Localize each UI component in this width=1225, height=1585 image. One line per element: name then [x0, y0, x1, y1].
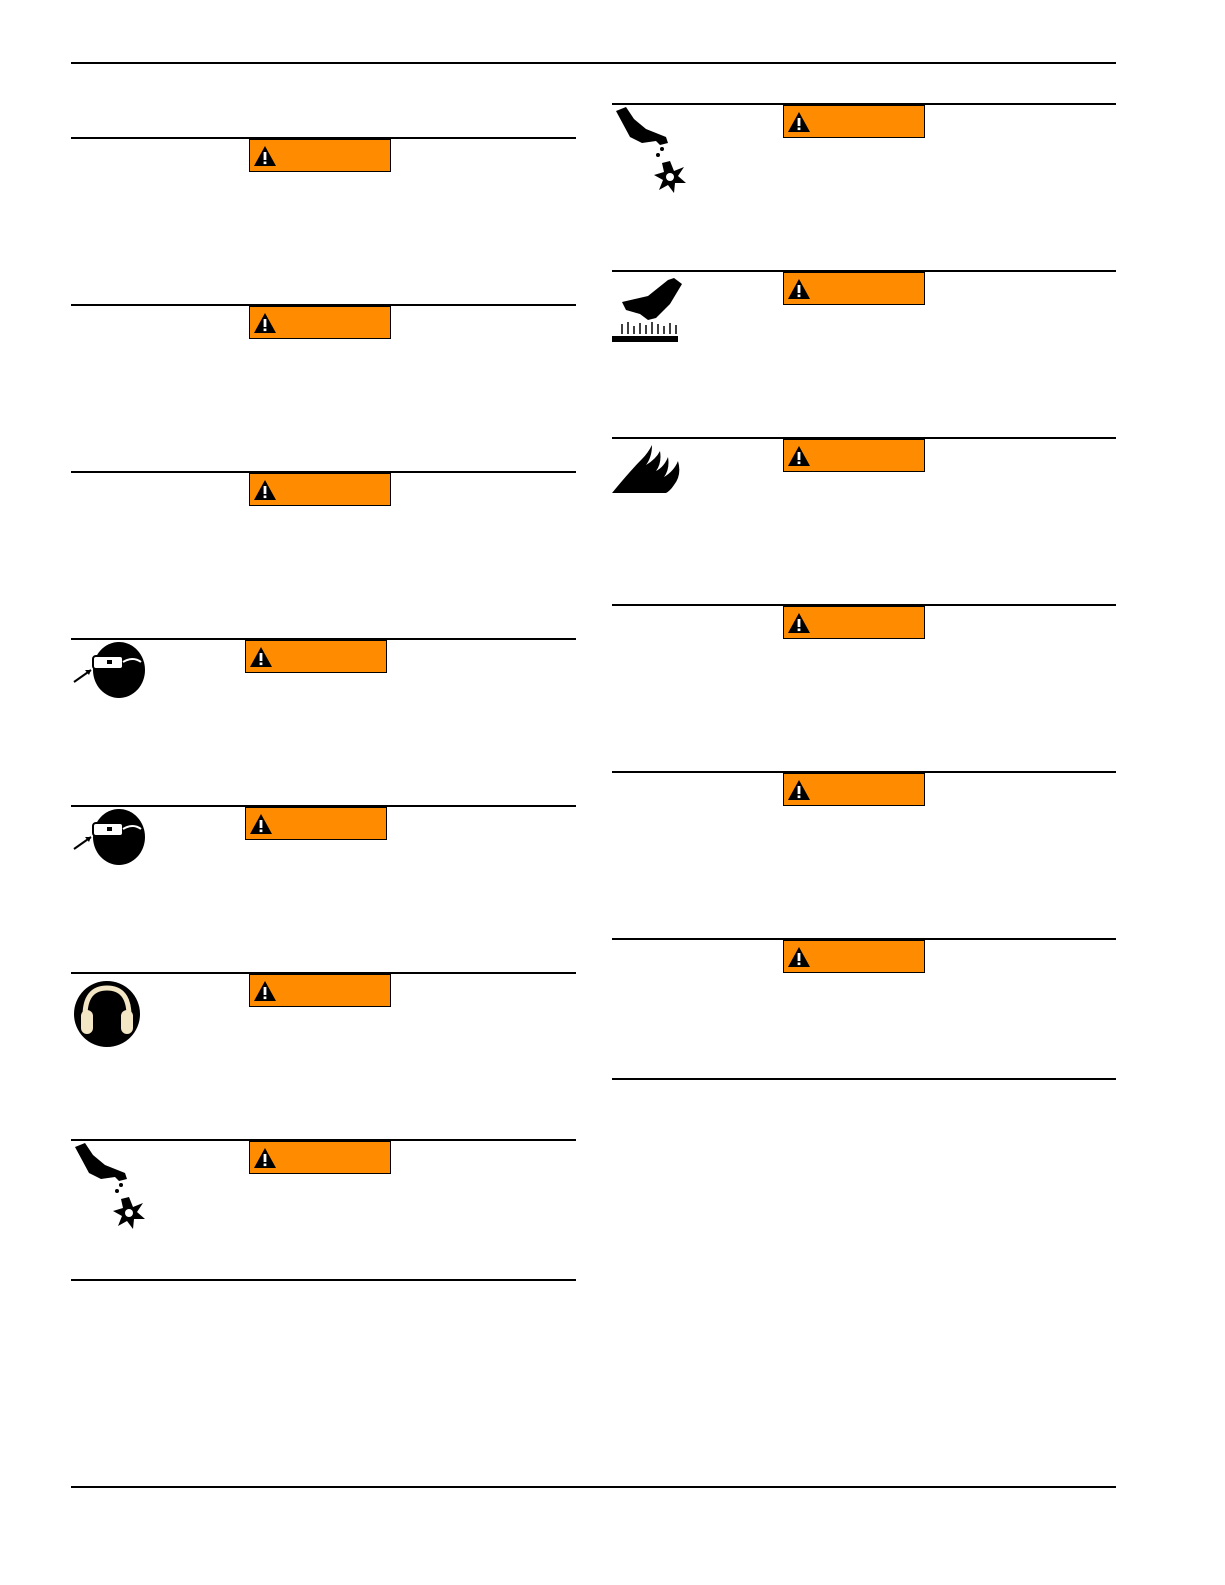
- warning-triangle-icon: [253, 479, 277, 501]
- block-separator: [612, 245, 1116, 270]
- footer-rule: [71, 1486, 1116, 1488]
- warning-triangle-icon: [787, 445, 811, 467]
- warning-signal-panel: [249, 974, 391, 1007]
- block-separator: [612, 412, 1116, 437]
- warning-signal-panel: [783, 272, 925, 305]
- block-separator: [612, 579, 1116, 604]
- block-separator: [71, 780, 576, 805]
- warning-signal-panel: [249, 139, 391, 172]
- hot-surface-icon: [612, 274, 702, 374]
- warning-block: [612, 103, 1116, 245]
- header-rule: [71, 62, 1116, 64]
- block-separator: [71, 446, 576, 471]
- warning-block: [71, 1139, 576, 1281]
- warning-signal-panel: [249, 473, 391, 506]
- warning-block: [71, 304, 576, 446]
- warning-triangle-icon: [253, 145, 277, 167]
- moving-parts-hand-icon: [71, 1143, 161, 1243]
- warning-triangle-icon: [253, 1147, 277, 1169]
- block-separator: [612, 746, 1116, 771]
- warning-signal-panel: [245, 640, 387, 673]
- warning-block: [71, 638, 576, 780]
- warning-signal-panel: [783, 105, 925, 138]
- warning-block: [612, 437, 1116, 579]
- block-separator: [71, 279, 576, 304]
- warning-triangle-icon: [253, 980, 277, 1002]
- warning-signal-panel: [245, 807, 387, 840]
- warning-signal-panel: [249, 306, 391, 339]
- warning-triangle-icon: [787, 779, 811, 801]
- warning-triangle-icon: [787, 612, 811, 634]
- warning-signal-panel: [783, 606, 925, 639]
- block-separator: [71, 613, 576, 638]
- warning-triangle-icon: [249, 813, 273, 835]
- hearing-protection-icon: [71, 976, 161, 1076]
- moving-parts-hand-icon: [612, 107, 702, 207]
- block-separator: [71, 947, 576, 972]
- warning-signal-panel: [783, 439, 925, 472]
- left-warning-column: [71, 137, 576, 1281]
- warning-signal-panel: [249, 1141, 391, 1174]
- warning-signal-panel: [783, 773, 925, 806]
- warning-triangle-icon: [253, 312, 277, 334]
- warning-block: [71, 972, 576, 1114]
- warning-block: [612, 604, 1116, 746]
- warning-triangle-icon: [787, 278, 811, 300]
- fire-hazard-icon: [612, 441, 702, 541]
- right-warning-column: [612, 103, 1116, 1080]
- block-separator: [612, 913, 1116, 938]
- eye-protection-icon: [71, 642, 161, 742]
- warning-block: [612, 938, 1116, 1080]
- warning-signal-panel: [783, 940, 925, 973]
- warning-block: [71, 805, 576, 947]
- warning-block: [71, 471, 576, 613]
- warning-triangle-icon: [787, 111, 811, 133]
- warning-block: [612, 270, 1116, 412]
- block-separator: [71, 1114, 576, 1139]
- eye-protection-icon: [71, 809, 161, 909]
- warning-block: [71, 137, 576, 279]
- warning-block: [612, 771, 1116, 913]
- warning-triangle-icon: [249, 646, 273, 668]
- warning-triangle-icon: [787, 946, 811, 968]
